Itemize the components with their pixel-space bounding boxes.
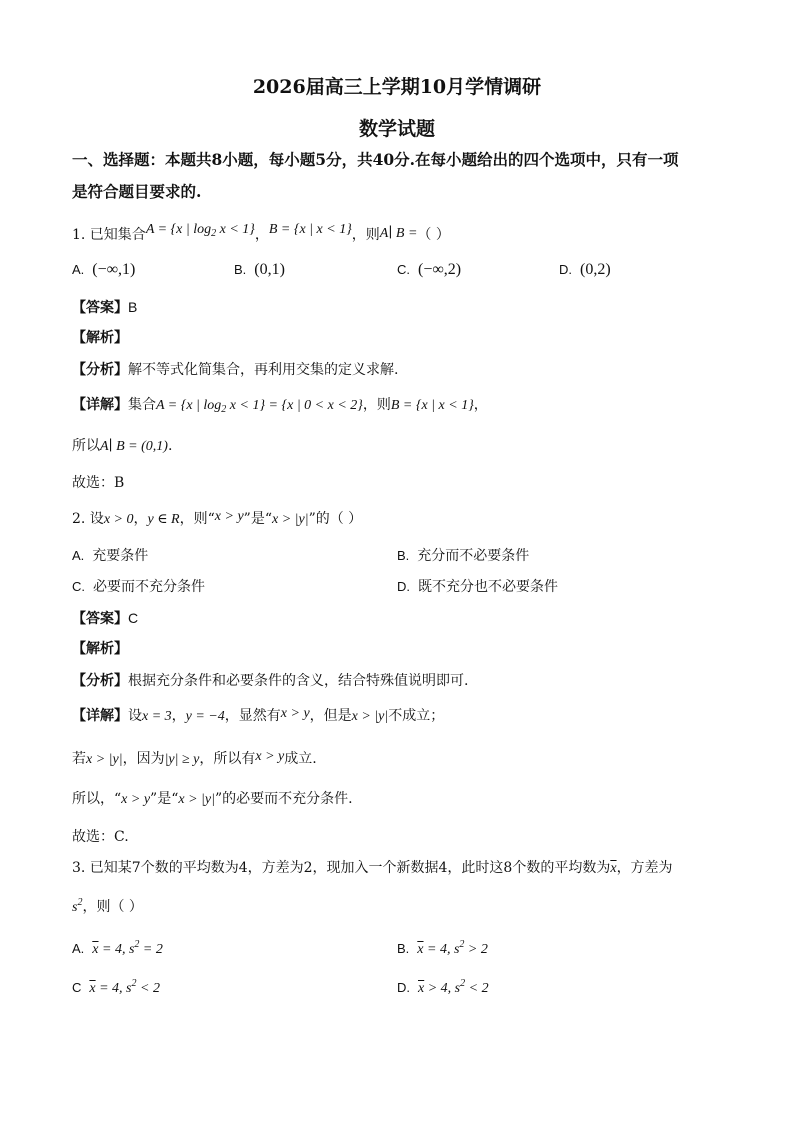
s-text: ”的必要而不充分条件. <box>214 791 353 807</box>
r-math: x > |y| <box>86 752 123 767</box>
answer-value: B <box>128 299 138 315</box>
question-2-stem <box>72 510 362 529</box>
q1-set-a-text: A = {x | log <box>145 222 212 237</box>
q2-xiangjie <box>72 707 444 726</box>
q1-xiangjie <box>72 396 488 419</box>
option-letter: B. <box>397 548 410 563</box>
option-letter: B. <box>397 941 410 956</box>
option-value: (0,2) <box>580 261 611 278</box>
r-math: |y| ≥ y <box>164 752 200 767</box>
question-1-stem <box>72 222 450 249</box>
option-xbar: $\overline{x}$ <box>418 981 425 996</box>
q1-option-b <box>234 261 285 279</box>
option-letter: C. <box>72 579 85 594</box>
q1-option-a <box>72 261 135 279</box>
option-rel: = 4, s <box>95 981 132 996</box>
q2-reverse <box>72 750 317 769</box>
fenxi-tag: 【分析】 <box>72 362 128 378</box>
option-value: (−∞,1) <box>92 261 136 278</box>
option-sup: 2 <box>134 939 140 950</box>
option-letter: C <box>72 980 82 995</box>
q1-final-choice: 故选：B <box>72 475 125 491</box>
r-text: 成立. <box>284 751 317 767</box>
xj-math <box>156 398 363 413</box>
r-text: 若 <box>72 751 86 767</box>
q1-set-b: B = {x | x < 1} <box>268 222 352 237</box>
xj-math: x = 3 <box>142 709 172 724</box>
option-value: 充要条件 <box>92 548 149 564</box>
s-math: x > y <box>121 792 151 807</box>
xj-math: x > y <box>280 706 310 721</box>
answer-tag: 【答案】 <box>72 611 128 627</box>
q1-set-a <box>146 222 255 237</box>
option-xbar: $\overline{x}$ <box>89 981 96 996</box>
option-rel: = 4, s <box>423 942 460 957</box>
q2-option-d <box>397 578 558 596</box>
option-sup: 2 <box>131 978 137 989</box>
analysis-tag: 【解析】 <box>72 330 128 346</box>
q1-option-c <box>397 261 461 279</box>
q3-option-a <box>72 936 163 959</box>
q2-conclusion <box>72 790 353 809</box>
q2-answer <box>72 609 138 628</box>
s-text: ”是“ <box>150 791 179 807</box>
q3-text-end: ，则（ ） <box>82 899 143 915</box>
q2-fenxi <box>72 672 468 690</box>
xj-text: 集合 <box>128 397 156 413</box>
xj-text: 设 <box>128 708 142 724</box>
question-3-stem-line2 <box>72 894 143 917</box>
option-value: (0,1) <box>254 261 285 278</box>
option-rel: > 4, s <box>424 981 461 996</box>
option-value: 既不充分也不必要条件 <box>418 579 558 595</box>
option-rel: = 2 <box>139 942 163 957</box>
s-text: 所以，“ <box>72 791 122 807</box>
option-xbar: $\overline{x}$ <box>417 942 424 957</box>
q1-expr: A∣ B = <box>379 226 418 241</box>
option-rel: < 2 <box>465 981 489 996</box>
r-text: ，因为 <box>122 751 165 767</box>
xiangjie-tag: 【详解】 <box>72 708 128 724</box>
fenxi-text: 解不等式化简集合，再利用交集的定义求解. <box>128 362 399 378</box>
q3-text-end: ，方差为 <box>616 860 673 876</box>
q2-math-4: x > |y| <box>272 512 309 527</box>
fenxi-tag: 【分析】 <box>72 673 128 689</box>
option-value: 必要而不充分条件 <box>93 579 205 595</box>
q1-paren: （ ） <box>417 227 450 243</box>
q2-text-1: ， <box>133 511 148 527</box>
q2-math-2: y ∈ R <box>147 512 180 527</box>
s-math: x > |y| <box>178 792 215 807</box>
q3-option-b <box>397 936 488 959</box>
q1-then: ，则 <box>351 227 380 243</box>
xj-text: 不成立； <box>388 708 445 724</box>
q1-prefix: 1. 已知集合 <box>72 227 146 243</box>
answer-value: C <box>128 610 139 626</box>
option-rel: < 2 <box>136 981 160 996</box>
q1-conclusion <box>72 437 172 456</box>
xj-text: ，但是 <box>309 708 352 724</box>
xj-math-2: B = {x | x < 1} <box>390 398 474 413</box>
q2-prefix: 2. 设 <box>72 511 104 527</box>
option-letter: D. <box>397 579 410 594</box>
xj-text: ，显然有 <box>224 708 281 724</box>
section-heading-line1: 一、选择题：本题共8小题，每小题5分，共40分.在每小题给出的四个选项中，只有一项 <box>72 150 679 169</box>
option-letter: D. <box>559 262 572 277</box>
conclusion-math: A∣ B = (0,1) <box>100 439 168 454</box>
q2-analysis-heading <box>72 640 128 658</box>
analysis-tag: 【解析】 <box>72 641 128 657</box>
xj-text-3: ， <box>473 397 488 413</box>
q3-option-c <box>72 975 160 998</box>
q3-s: s <box>72 900 78 915</box>
option-letter: A. <box>72 941 85 956</box>
q3-s-sup: 2 <box>77 897 83 908</box>
q1-fenxi <box>72 361 398 379</box>
exam-title: 2026届高三上学期10月学情调研 <box>252 76 542 98</box>
option-rel: = 4, s <box>98 942 135 957</box>
conclusion-end: . <box>167 438 173 454</box>
option-letter: B. <box>234 262 247 277</box>
xj-text: ， <box>171 708 186 724</box>
option-letter: A. <box>72 262 85 277</box>
q2-option-a <box>72 547 148 565</box>
r-math: x > y <box>255 749 285 764</box>
option-value: 充分而不必要条件 <box>417 548 530 564</box>
answer-tag: 【答案】 <box>72 300 128 316</box>
option-letter: A. <box>72 548 85 563</box>
fenxi-text: 根据充分条件和必要条件的含义，结合特殊值说明即可. <box>128 673 469 689</box>
option-sup: 2 <box>459 939 465 950</box>
xj-math-b: x < 1} = {x | 0 < x < 2} <box>226 398 363 413</box>
q1-set-a-sub: 2 <box>211 228 217 239</box>
section-heading-line2: 是符合题目要求的. <box>72 182 202 201</box>
q2-math-3: x > y <box>214 509 244 524</box>
q1-set-a-rest: x < 1} <box>216 222 255 237</box>
q1-option-d <box>559 261 611 279</box>
xj-math-sub: 2 <box>221 404 227 415</box>
option-letter: D. <box>397 980 410 995</box>
q2-text-4: ”的（ ） <box>308 511 363 527</box>
option-letter: C. <box>397 262 410 277</box>
q3-text: 3. 已知某7个数的平均数为4，方差为2，现加入一个新数据4，此时这8个数的平均数为 <box>72 860 611 876</box>
q2-option-b <box>397 547 529 565</box>
xj-text-2: ，则 <box>362 397 391 413</box>
q2-text-2: ，则“ <box>179 511 215 527</box>
r-text: ，所以有 <box>199 751 256 767</box>
q2-final-choice: 故选：C. <box>72 829 129 845</box>
q2-math-1: x > 0 <box>103 512 134 527</box>
conclusion-text: 所以 <box>72 438 100 454</box>
q3-option-d <box>397 975 489 998</box>
q2-option-c <box>72 578 205 596</box>
xj-math: y = −4 <box>185 709 225 724</box>
q1-analysis-heading <box>72 329 128 347</box>
q1-answer <box>72 298 137 317</box>
q1-comma: ， <box>254 227 269 243</box>
xj-math: x > |y| <box>351 709 389 724</box>
question-3-stem-line1 <box>72 859 673 878</box>
q3-xbar: $\overline{x}$ <box>610 861 617 876</box>
option-value: (−∞,2) <box>418 261 462 278</box>
xiangjie-tag: 【详解】 <box>72 397 128 413</box>
option-sup: 2 <box>460 978 466 989</box>
option-rel: > 2 <box>464 942 488 957</box>
q2-text-3: ”是“ <box>243 511 272 527</box>
xj-math-a: A = {x | log <box>156 398 222 413</box>
option-xbar: $\overline{x}$ <box>92 942 99 957</box>
exam-subtitle: 数学试题 <box>358 118 435 140</box>
